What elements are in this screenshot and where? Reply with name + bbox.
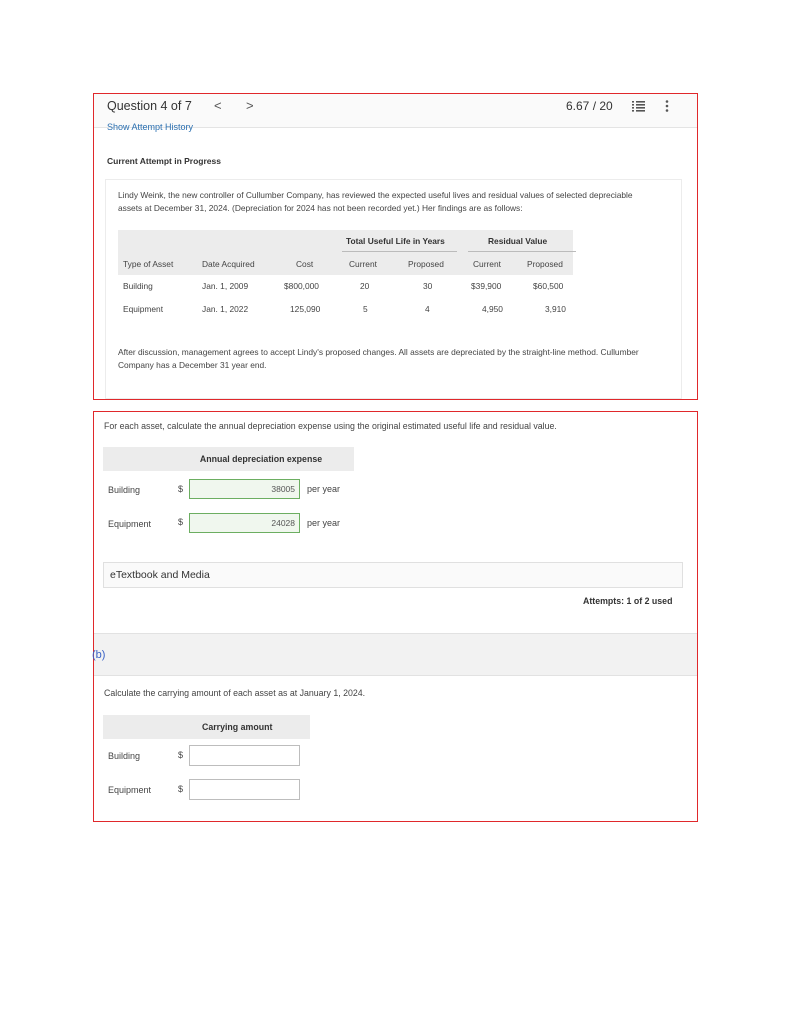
chevron-left-icon[interactable]: <: [214, 98, 222, 113]
table-cell: Equipment: [123, 304, 164, 314]
column-header: Type of Asset: [123, 259, 174, 269]
table-cell: 4: [425, 304, 430, 314]
score-display: 6.67 / 20: [566, 99, 613, 113]
part-b-label: (b): [92, 649, 106, 661]
annual-depreciation-header: Annual depreciation expense: [103, 447, 354, 471]
useful-life-underline: [342, 251, 457, 252]
residual-underline: [468, 251, 576, 252]
column-header: Current: [349, 259, 377, 269]
building-carrying-amount-input[interactable]: [189, 745, 300, 766]
table-cell: 30: [423, 281, 433, 291]
problem-statement-box: [105, 179, 682, 399]
equipment-depreciation-input[interactable]: [189, 513, 300, 533]
equipment-label: Equipment: [108, 785, 152, 795]
currency-symbol: $: [178, 484, 184, 494]
residual-group-header: Residual Value: [488, 236, 548, 246]
part-b-section-header: [94, 633, 697, 676]
chevron-right-icon[interactable]: >: [246, 98, 254, 113]
building-depreciation-input[interactable]: [189, 479, 300, 499]
problem-followup-text: After discussion, management agrees to accept Lindy's proposed changes. All assets are depreciated by the straight-line method. Cullumber Company has a December 31 year end.: [118, 347, 639, 370]
equipment-label: Equipment: [108, 519, 152, 529]
building-label: Building: [108, 485, 141, 495]
equipment-carrying-amount-input[interactable]: [189, 779, 300, 800]
table-cell: $60,500: [533, 281, 564, 291]
currency-symbol: $: [178, 517, 184, 527]
table-cell: 20: [360, 281, 370, 291]
answer-panel: [93, 411, 698, 822]
currency-symbol: $: [178, 784, 184, 794]
table-cell: 3,910: [545, 304, 566, 314]
column-header: Proposed: [408, 259, 444, 269]
building-label: Building: [108, 751, 141, 761]
useful-life-group-header: Total Useful Life in Years: [346, 236, 445, 246]
etextbook-media-button[interactable]: eTextbook and Media: [103, 562, 683, 588]
table-cell: 5: [363, 304, 368, 314]
asset-table: [118, 230, 573, 316]
table-cell: Building: [123, 281, 153, 291]
table-cell: 4,950: [482, 304, 503, 314]
column-header: Proposed: [527, 259, 563, 269]
part-b-instruction: Calculate the carrying amount of each asset as at January 1, 2024.: [104, 688, 366, 698]
part-a-instruction: For each asset, calculate the annual depreciation expense using the original estimated useful life and residual value.: [104, 421, 557, 431]
currency-symbol: $: [178, 750, 184, 760]
question-panel: [93, 93, 698, 400]
attempts-counter: Attempts: 1 of 2 used: [583, 596, 673, 606]
table-cell: Jan. 1, 2022: [202, 304, 249, 314]
column-header: Date Acquired: [202, 259, 255, 269]
per-year-unit: per year: [307, 484, 341, 494]
per-year-unit: per year: [307, 518, 341, 528]
question-label: Question 4 of 7: [107, 99, 192, 113]
table-cell: 125,090: [290, 304, 321, 314]
show-attempt-history-link[interactable]: Show Attempt History: [107, 122, 194, 132]
table-cell: Jan. 1, 2009: [202, 281, 249, 291]
carrying-amount-header: Carrying amount: [103, 715, 310, 739]
column-header: Current: [473, 259, 501, 269]
list-icon[interactable]: [632, 101, 645, 112]
table-cell: $39,900: [471, 281, 502, 291]
column-header: Cost: [296, 259, 314, 269]
table-cell: $800,000: [284, 281, 319, 291]
more-vertical-icon[interactable]: [665, 100, 669, 112]
attempt-status-label: Current Attempt in Progress: [107, 156, 221, 166]
problem-intro-text: Lindy Weink, the new controller of Cullumber Company, has reviewed the expected useful lives and residual values of selected depreciable assets at December 31, 2024. (Depreciation for 2024 has not been recorded yet.) Her findings are as follows:: [118, 190, 633, 213]
